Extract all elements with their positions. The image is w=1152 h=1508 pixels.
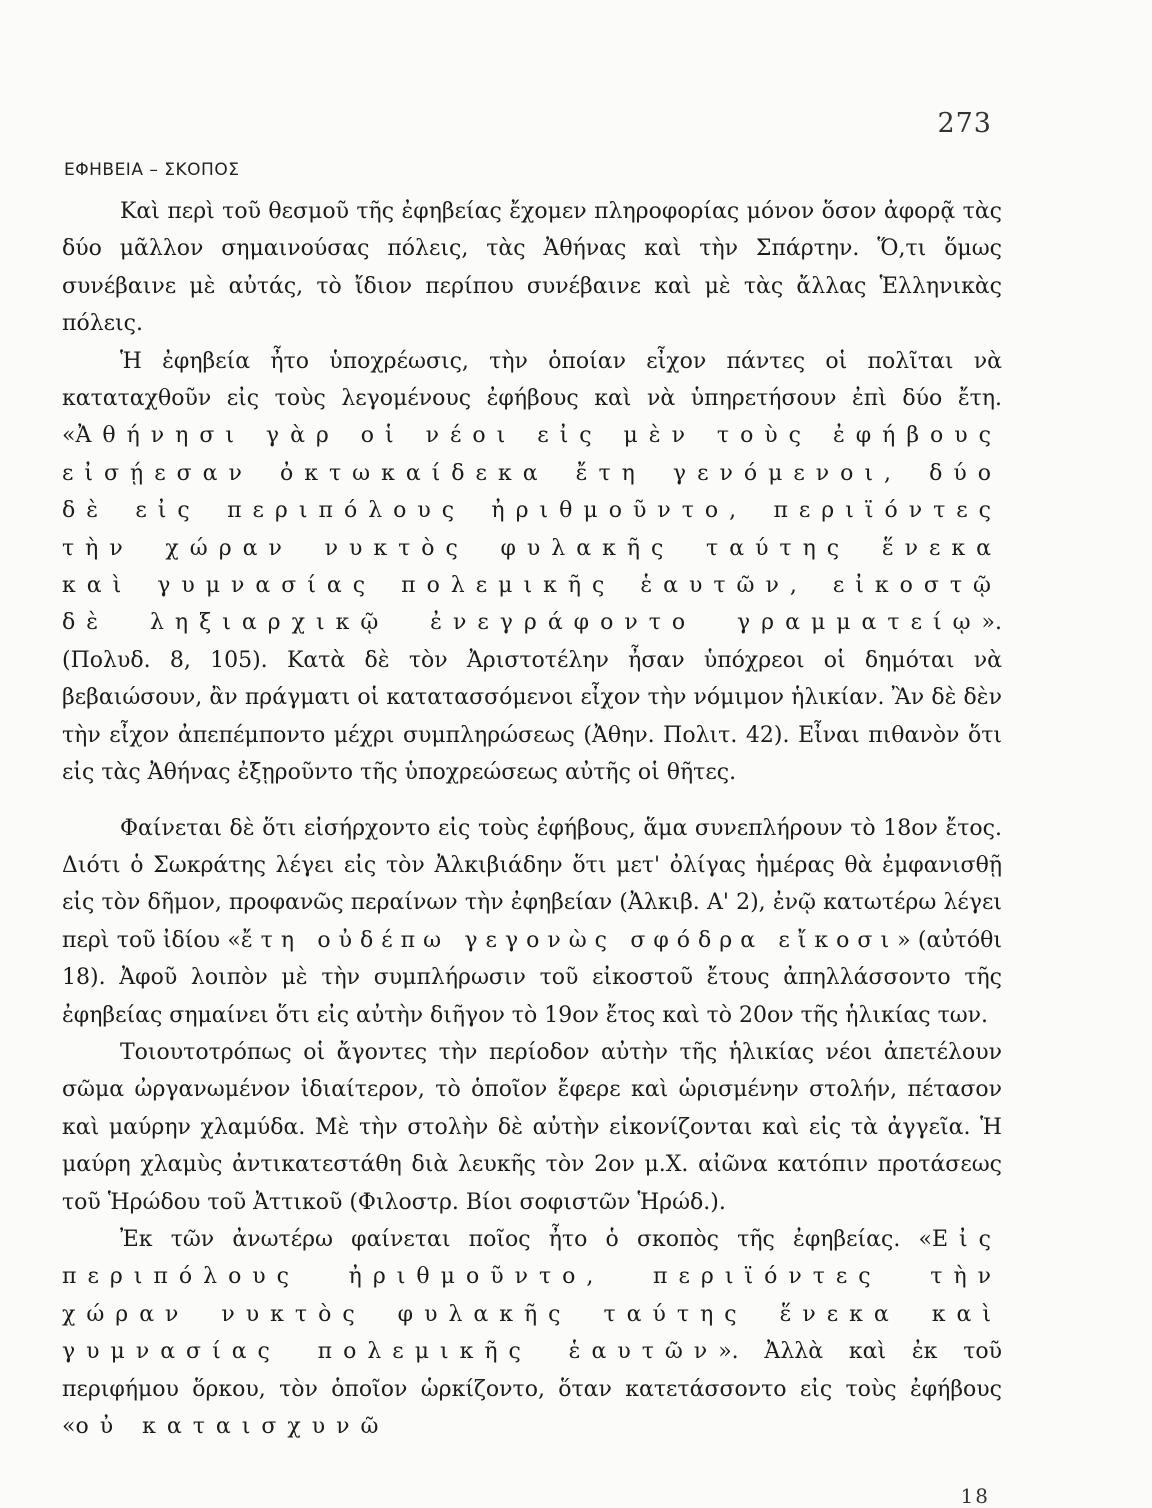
paragraph-2-text-a: Ἡ ἐφηβεία ἦτο ὑποχρέωσις, τὴν ὁποίαν εἶχον πάντες οἱ πολῖται νὰ καταταχθοῦν εἰς τοὺς λεγομένους ἐφήβους καὶ νὰ ὑπηρετήσουν ἐπὶ δύο ἔτη. « xyxy=(62,348,1002,449)
paragraph-3-text-b: » (αὐτόθι 18). Ἀφοῦ λοιπὸν μὲ τὴν συμπλήρωσιν τοῦ εἰκοστοῦ ἔτους ἀπηλλάσσοντο τῆς ἐφηβείας σημαίνει ὅτι εἰς αὐτὴν διῆγον τὸ 19ον ἔτος καὶ τὸ 20ον τῆς ἡλικίας των. xyxy=(62,927,1002,1028)
paragraph-4 xyxy=(62,1034,1002,1221)
body-text xyxy=(62,193,1002,1445)
paragraph-2 xyxy=(62,343,1002,792)
paragraph-2-text-b: ». (Πολυδ. 8, 105). Κατὰ δὲ τὸν Ἀριστοτέλην ἦσαν ὑπόχρεοι οἱ δημόται νὰ βεβαιώσουν, ἂν πράγματι οἱ κατατασσόμενοι εἶχον τὴν νόμιμον ἡλικίαν. Ἂν δὲ δὲν τὴν εἶχον ἀπεπέμποντο μέχρι συμπληρώσεως (Ἀθην. Πολιτ. 42). Εἶναι πιθανὸν ὅτι εἰς τὰς Ἀθήνας ἐξῃροῦντο τῆς ὑποχρεώσεως αὐτῆς οἱ θῆτες. xyxy=(62,610,1002,786)
paragraph-4-text: Τοιουτοτρόπως οἱ ἄγοντες τὴν περίοδον αὐτὴν τῆς ἡλικίας νέοι ἀπετέλουν σῶμα ὠργανωμένον ἰδιαίτερον, τὸ ὁποῖον ἔφερε καὶ ὡρισμένην στολήν, πέτασον καὶ μαύρην χλαμύδα. Μὲ τὴν στολὴν δὲ αὐτὴν εἰκονίζονται καὶ εἰς τὰ ἀγγεῖα. Ἡ μαύρη χλαμὺς ἀντικατεστάθη διὰ λευκῆς τὸν 2ον μ.Χ. αἰῶνα κατόπιν προτάσεως τοῦ Ἡρώδου τοῦ Ἀττικοῦ (Φιλοστρ. Βίοι σοφιστῶν Ἡρώδ.). xyxy=(62,1039,1002,1215)
paragraph-3-text-a: Φαίνεται δὲ ὅτι εἰσήρχοντο εἰς τοὺς ἐφήβους, ἅμα συνεπλήρουν τὸ 18ον ἔτος. Διότι ὁ Σωκράτης λέγει εἰς τὸν Ἀλκιβιάδην ὅτι μετ' ὀλίγας ἡμέρας θὰ ἐμφανισθῇ εἰς τὸν δῆμον, προφανῶς περαίνων τὴν ἐφηβείαν (Ἀλκιβ. Α' 2), ἐνῷ κατωτέρω λέγει περὶ τοῦ ἰδίου « xyxy=(62,815,1002,953)
paragraph-5-text-b: ». Ἀλλὰ καὶ ἐκ τοῦ περιφήμου ὅρκου, τὸν ὁποῖον ὡρκίζοντο, ὅταν κατετάσσοντο εἰς τοὺς ἐφήβους « xyxy=(62,1339,1002,1439)
paragraph-1 xyxy=(62,193,1002,343)
quote-pollux: Ἀθήνησι γὰρ οἱ νέοι εἰς μὲν τοὺς ἐφήβους εἰσῄεσαν ὀκτωκαίδεκα ἔτη γενόμενοι, δύο δὲ εἰς περιπόλους ἠριθμοῦντο, περιϊόντες τὴν χώραν νυκτὸς φυλακῆς ταύτης ἕνεκα καὶ γυμνασίας πολεμικῆς ἑαυτῶν, εἰκοστῷ δὲ ληξιαρχικῷ ἐνεγράφοντο γραμματείῳ xyxy=(62,423,1002,636)
paragraph-3 xyxy=(62,810,1002,1034)
quote-peripoloi: Εἰς περιπόλους ἠριθμοῦντο, περιϊόντες τὴν χώραν νυκτὸς φυλακῆς ταύτης ἕνεκα καὶ γυμνασίας πολεμικῆς ἑαυτῶν xyxy=(62,1226,1002,1365)
paragraph-5-text-a: Ἐκ τῶν ἀνωτέρω φαίνεται ποῖος ἦτο ὁ σκοπὸς τῆς ἐφηβείας. « xyxy=(120,1226,932,1252)
paragraph-1-text: Καὶ περὶ τοῦ θεσμοῦ τῆς ἐφηβείας ἔχομεν πληροφορίας μόνον ὅσον ἀφορᾷ τὰς δύο μᾶλλον σημαινούσας πόλεις, τὰς Ἀθήνας καὶ τὴν Σπάρτην. Ὅ,τι ὅμως συνέβαινε μὲ αὐτάς, τὸ ἴδιον περίπου συνέβαινε καὶ μὲ τὰς ἄλλας Ἑλληνικὰς πόλεις. xyxy=(62,199,1002,337)
paragraph-5 xyxy=(62,1221,1002,1445)
running-header: ΕΦΗΒΕΙΑ – ΣΚΟΠΟΣ xyxy=(64,160,240,180)
quote-oath: οὐ καταισχυνῶ xyxy=(75,1414,390,1439)
page-number: 273 xyxy=(937,108,992,139)
signature-mark: 18 xyxy=(960,1484,990,1508)
quote-alcibiades: ἔτη οὐδέπω γεγονὼς σφόδρα εἴκοσι xyxy=(240,927,898,953)
